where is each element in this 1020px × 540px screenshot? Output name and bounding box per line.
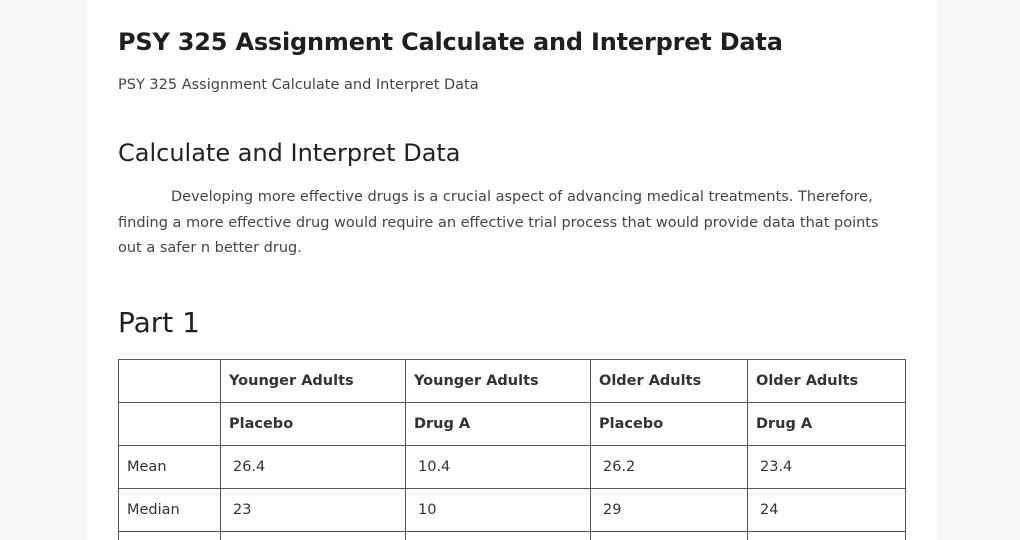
table-header-row-group [119,360,906,403]
table-row-partial [119,532,906,540]
table-header-cell: Older Adults [591,360,748,403]
table-cell: 29 [591,489,748,532]
table-cell: 10 [406,489,591,532]
table-cell: 10.4 [406,446,591,489]
table-corner-cell [119,403,221,446]
document-page [86,0,937,540]
row-label: Mean [119,446,221,489]
table-header-cell: Drug A [406,403,591,446]
page-subtitle: PSY 325 Assignment Calculate and Interpret Data [118,77,479,93]
table-cell-empty [119,532,221,540]
table-cell: 24 [748,489,906,532]
table-header-row-condition [119,403,906,446]
table-cell-empty [591,532,748,540]
table-header-cell: Older Adults [748,360,906,403]
table-header-cell: Drug A [748,403,906,446]
table-row [119,446,906,489]
table-cell: 26.2 [591,446,748,489]
intro-paragraph: Developing more effective drugs is a crucial aspect of advancing medical treatments. Therefore, finding a more effective drug would require an effective trial process that would provide data that points out a safer n better drug. [118,189,879,256]
results-table [118,359,906,540]
row-label: Median [119,489,221,532]
part-heading: Part 1 [118,306,200,339]
table-header-cell: Younger Adults [406,360,591,403]
table-header-cell: Placebo [221,403,406,446]
table-row [119,489,906,532]
table-cell-empty [406,532,591,540]
table-corner-cell [119,360,221,403]
table-cell: 26.4 [221,446,406,489]
table-cell-empty [748,532,906,540]
table-header-cell: Younger Adults [221,360,406,403]
table-cell: 23.4 [748,446,906,489]
table-cell-empty [221,532,406,540]
page-title: PSY 325 Assignment Calculate and Interpret Data [118,28,783,56]
section-heading: Calculate and Interpret Data [118,139,461,167]
table-header-cell: Placebo [591,403,748,446]
table-cell: 23 [221,489,406,532]
